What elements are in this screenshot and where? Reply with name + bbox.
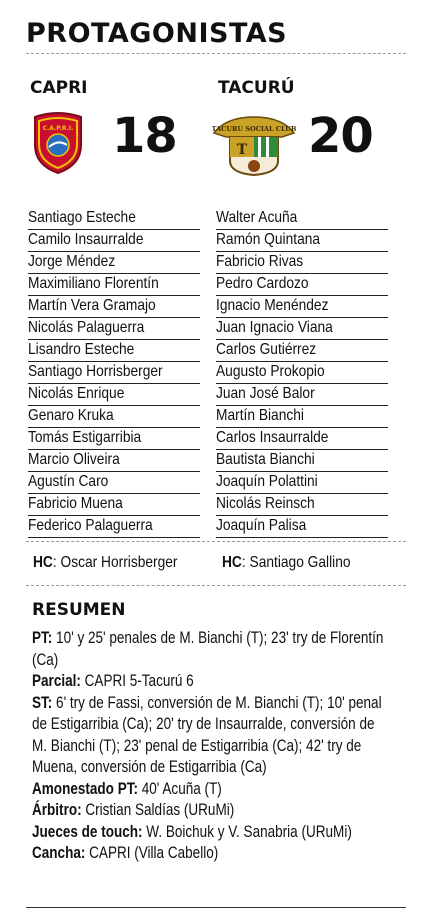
summary-text: 40' Acuña (T): [137, 779, 222, 798]
list-item: Maximiliano Florentín: [28, 274, 200, 296]
hc-name: : Oscar Horrisberger: [52, 554, 178, 571]
list-item: Nicolás Enrique: [28, 384, 200, 406]
list-item: Juan José Balor: [216, 384, 388, 406]
list-item: Joaquín Palisa: [216, 516, 388, 538]
summary-text: CAPRI (Villa Cabello): [85, 844, 219, 862]
list-item: Tomás Estigarribia: [28, 428, 200, 450]
svg-text:C.A.P.R.I.: C.A.P.R.I.: [42, 125, 74, 132]
summary-label: ST:: [32, 693, 53, 712]
list-item: Carlos Gutiérrez: [216, 340, 388, 362]
list-item: Marcio Oliveira: [28, 450, 200, 472]
list-item: Nicolás Palaguerra: [28, 318, 200, 340]
summary-label: Cancha:: [32, 844, 86, 862]
match-summary: [32, 628, 385, 865]
list-item: Jorge Méndez: [28, 252, 200, 274]
summary-text: CAPRI 5-Tacurú 6: [80, 672, 194, 690]
summary-title: RESUMEN: [32, 600, 126, 620]
summary-first-half: [32, 628, 385, 671]
coach-divider: [26, 585, 406, 586]
list-item: Nicolás Reinsch: [216, 494, 388, 516]
summary-second-half: [32, 693, 385, 779]
bottom-rule: [26, 907, 406, 908]
summary-halftime: [32, 671, 385, 693]
list-item: Carlos Insaurralde: [216, 428, 388, 450]
list-item: Lisandro Esteche: [28, 340, 200, 362]
away-head-coach: [222, 554, 351, 572]
list-item: Fabricio Rivas: [216, 252, 388, 274]
hc-label: HC: [222, 554, 242, 571]
summary-label: Jueces de touch:: [32, 822, 143, 841]
tacuru-logo-icon: [212, 111, 296, 177]
list-item: Santiago Esteche: [28, 208, 200, 230]
list-item: Pedro Cardozo: [216, 274, 388, 296]
svg-text:TACURU SOCIAL CLUB: TACURU SOCIAL CLUB: [212, 125, 296, 133]
hc-name: : Santiago Gallino: [241, 554, 351, 571]
list-item: Fabricio Muena: [28, 494, 200, 516]
summary-referee: [32, 800, 385, 822]
summary-label: Árbitro:: [32, 801, 82, 819]
list-item: Agustín Caro: [28, 472, 200, 494]
summary-label: PT:: [32, 629, 53, 647]
summary-cards: [32, 779, 385, 801]
list-item: Ramón Quintana: [216, 230, 388, 252]
list-item: Ignacio Menéndez: [216, 296, 388, 318]
summary-venue: [32, 843, 385, 865]
home-roster: [28, 208, 202, 538]
summary-text: 6' try de Fassi, conversión de M. Bianchi (T); 10' penal de Estigarribia (Ca); 20' try de Insaurralde, conversión de M. Bianchi (T); 23' penal de Estigarribia (Ca); 42' try de Muena, conversión de Estigarribia (Ca): [32, 693, 382, 776]
capri-logo-icon: [29, 111, 87, 175]
list-item: Martín Bianchi: [216, 406, 388, 428]
home-head-coach: [33, 554, 178, 572]
hc-label: HC: [33, 554, 53, 571]
summary-text: 10' y 25' penales de M. Bianchi (T); 23' try de Florentín (Ca): [32, 629, 384, 669]
list-item: Camilo Insaurralde: [28, 230, 200, 252]
list-item: Augusto Prokopio: [216, 362, 388, 384]
summary-text: W. Boichuk y V. Sanabria (URuMi): [142, 822, 352, 841]
list-item: Genaro Kruka: [28, 406, 200, 428]
list-item: Martín Vera Gramajo: [28, 296, 200, 318]
summary-text: Cristian Saldías (URuMi): [81, 801, 235, 819]
list-item: Walter Acuña: [216, 208, 388, 230]
roster-divider: [26, 541, 406, 542]
home-score: 18: [112, 108, 177, 164]
list-item: Juan Ignacio Viana: [216, 318, 388, 340]
title-divider: [26, 53, 406, 54]
list-item: Federico Palaguerra: [28, 516, 200, 538]
list-item: Santiago Horrisberger: [28, 362, 200, 384]
page-title: PROTAGONISTAS: [26, 18, 288, 49]
away-team-name: TACURÚ: [218, 78, 295, 98]
away-roster: [216, 208, 390, 538]
away-score: 20: [308, 108, 373, 164]
list-item: Joaquín Polattini: [216, 472, 388, 494]
home-team-name: CAPRI: [30, 78, 88, 98]
summary-label: Amonestado PT:: [32, 779, 138, 798]
summary-touch-judges: [32, 822, 385, 844]
svg-text:T: T: [236, 142, 248, 158]
list-item: Bautista Bianchi: [216, 450, 388, 472]
summary-label: Parcial:: [32, 672, 81, 690]
